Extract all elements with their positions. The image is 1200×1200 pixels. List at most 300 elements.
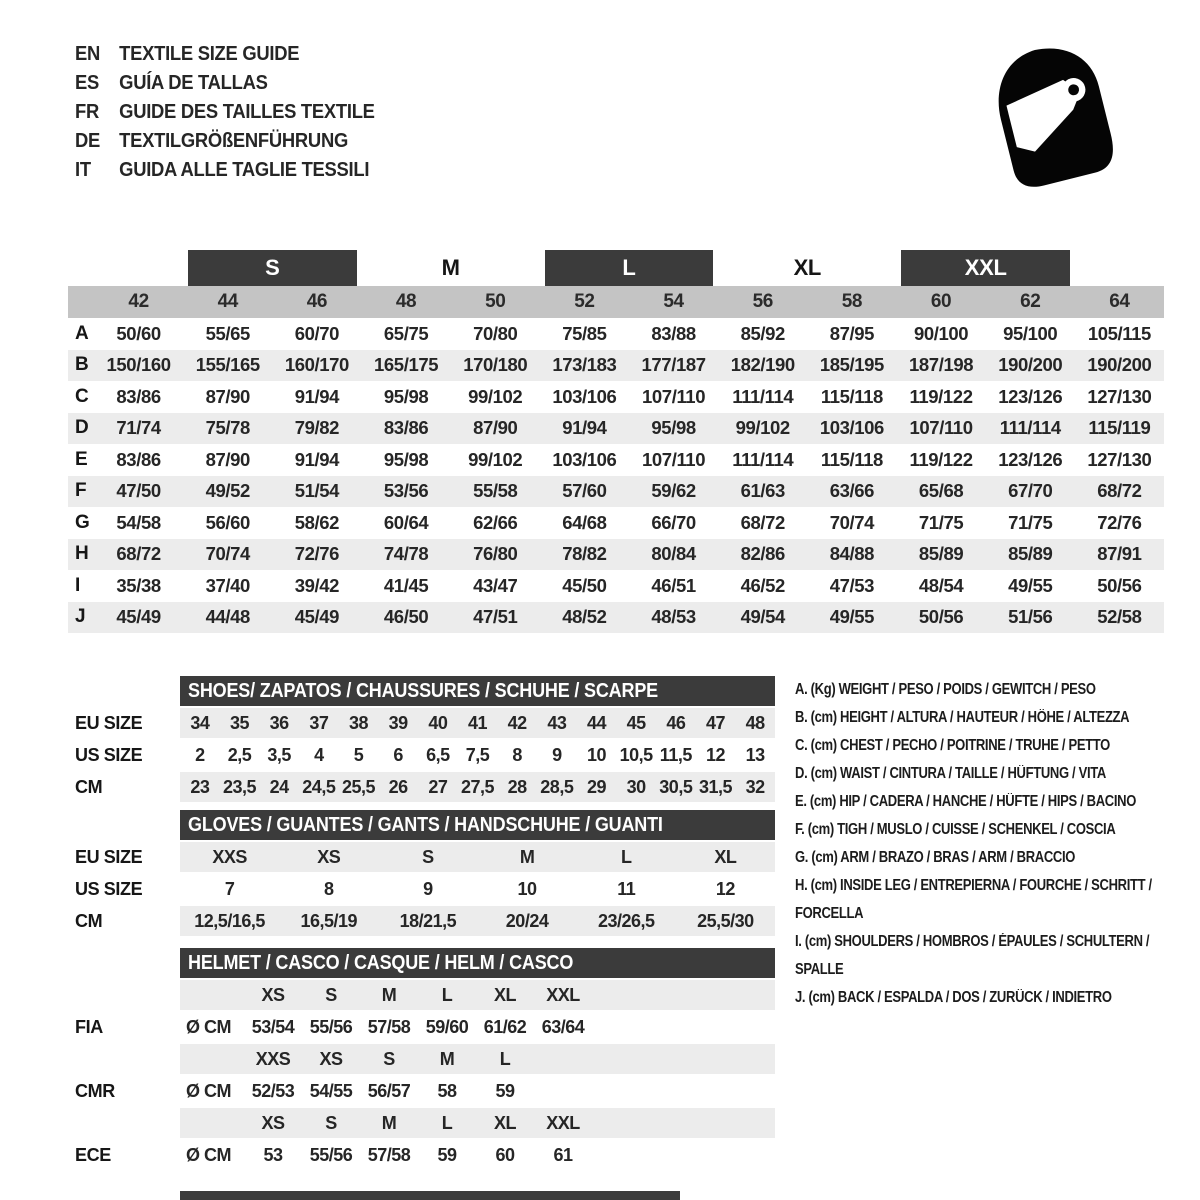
measurement-cell: 50/60 — [116, 322, 161, 344]
shoe-cm-value: 28 — [507, 776, 527, 797]
measurement-cell: 60/64 — [383, 511, 429, 533]
measurement-cell: 41/45 — [383, 574, 429, 596]
measurement-cell: 107/110 — [642, 385, 706, 407]
helmet-size: XS — [261, 984, 285, 1005]
measurement-cell: 91/94 — [294, 448, 340, 470]
shoe-eu-size: 47 — [705, 712, 725, 733]
measurement-cell: 99/102 — [468, 448, 523, 470]
shoes-cm-row — [68, 772, 775, 802]
glove-us-size: 10 — [517, 878, 537, 899]
helmet-size: XXL — [546, 1112, 580, 1133]
shoe-us-size: 8 — [512, 744, 522, 765]
measurement-cell: 123/126 — [998, 448, 1063, 470]
helmet-cm-value: 63/64 — [541, 1016, 585, 1037]
language-code: DE — [75, 130, 101, 152]
shoe-us-size: 5 — [353, 744, 364, 765]
measurement-cell: 115/118 — [820, 448, 883, 470]
shoe-us-size: 3,5 — [267, 744, 291, 765]
shoe-eu-size: 41 — [467, 712, 487, 733]
shoe-eu-size: 46 — [666, 712, 686, 733]
diameter-label: Ø CM — [186, 1080, 231, 1101]
legend-item: D. (cm) WAIST / CINTURA / TAILLE / HÜFTUNG / VITA — [795, 765, 1106, 782]
measurement-cell: 49/52 — [205, 480, 250, 502]
glove-us-size: 7 — [224, 878, 235, 899]
size-number: 52 — [574, 291, 595, 312]
size-number: 42 — [128, 291, 149, 312]
measurement-cell: 111/114 — [732, 448, 794, 470]
size-group-xl: XL — [793, 255, 822, 280]
measurement-cell: 64/68 — [562, 511, 607, 533]
helmet-size: XS — [319, 1048, 343, 1069]
measurement-cell: 160/170 — [284, 354, 349, 376]
measurement-cell: 150/160 — [106, 354, 171, 376]
measurement-cell: 115/119 — [1088, 417, 1151, 439]
helmet-cm-value: 57/58 — [367, 1016, 411, 1037]
shoe-cm-value: 31,5 — [698, 776, 733, 797]
diameter-label: Ø CM — [186, 1144, 231, 1165]
measurement-cell: 91/94 — [562, 417, 607, 439]
helmet-size: XL — [493, 984, 516, 1005]
size-group-s: S — [188, 250, 356, 286]
measurement-cell: 190/200 — [1087, 354, 1152, 376]
shoe-eu-size: 45 — [626, 712, 646, 733]
measurement-row — [68, 570, 1164, 602]
glove-us-size: 12 — [715, 878, 735, 899]
measurement-cell: 71/75 — [1008, 511, 1053, 533]
measurement-cell: 74/78 — [383, 543, 429, 565]
measurement-cell: 46/52 — [740, 574, 785, 596]
helmet-values-row — [68, 1012, 775, 1042]
helmet-cm-value: 55/56 — [309, 1144, 353, 1165]
language-code: ES — [75, 72, 100, 94]
row-letter: I — [75, 574, 81, 596]
shoe-eu-size: 37 — [309, 712, 329, 733]
measurement-cell: 68/72 — [1097, 480, 1142, 502]
gloves-cm-row — [68, 906, 775, 936]
measurement-cell: 68/72 — [740, 511, 785, 533]
measurement-cell: 35/38 — [116, 574, 161, 596]
measurement-cell: 62/66 — [473, 511, 518, 533]
shoe-us-size: 9 — [552, 744, 562, 765]
measurement-cell: 85/89 — [1008, 543, 1053, 565]
measurement-cell: 49/55 — [1008, 574, 1053, 596]
glove-cm-value: 23/26,5 — [597, 910, 655, 931]
shoe-us-size: 11,5 — [659, 744, 692, 765]
measurement-cell: 83/86 — [116, 385, 161, 407]
helmet-cm-value: 52/53 — [251, 1080, 295, 1101]
measurement-cell: 119/122 — [909, 448, 973, 470]
language-title: TEXTILGRÖßENFÜHRUNG — [119, 130, 348, 152]
glove-us-size: 9 — [423, 878, 433, 899]
helmet-size: L — [441, 1112, 453, 1133]
measurement-cell: 46/50 — [383, 606, 429, 628]
row-letter: H — [75, 543, 89, 565]
measurement-cell: 103/106 — [819, 417, 884, 439]
measurement-row — [68, 350, 1164, 382]
measurement-rows — [68, 318, 1164, 633]
measurement-cell: 53/56 — [383, 480, 429, 502]
helmet-size: XL — [493, 1112, 516, 1133]
helmet-section — [68, 1108, 775, 1170]
measurement-cell: 58/62 — [294, 511, 340, 533]
measurement-cell: 107/110 — [909, 417, 973, 439]
size-group-xxl: XXL — [901, 250, 1069, 286]
measurement-cell: 47/50 — [116, 480, 161, 502]
glove-us-size: 11 — [617, 878, 636, 899]
language-title: GUIDE DES TAILLES TEXTILE — [119, 101, 375, 123]
helmet-header-bar — [180, 948, 775, 978]
measurement-cell: 105/115 — [1087, 322, 1151, 344]
size-number: 54 — [663, 291, 684, 312]
measurement-cell: 84/88 — [829, 543, 875, 565]
glove-eu-size: M — [519, 846, 535, 867]
legend-item: C. (cm) CHEST / PECHO / POITRINE / TRUHE / PETTO — [795, 737, 1110, 754]
eu-size-label: EU SIZE — [75, 846, 143, 867]
measurement-cell: 190/200 — [998, 354, 1063, 376]
size-number: 64 — [1109, 291, 1130, 312]
language-title: TEXTILE SIZE GUIDE — [119, 43, 300, 65]
glove-eu-size: XXS — [212, 846, 247, 867]
measurement-row — [68, 413, 1164, 445]
helmet-cm-value: 58 — [437, 1080, 457, 1101]
shoe-cm-value: 27 — [428, 776, 448, 797]
standard-label: CMR — [75, 1080, 115, 1101]
shoe-eu-size: 35 — [229, 712, 249, 733]
cm-label: CM — [75, 910, 103, 931]
shoe-eu-size: 48 — [745, 712, 765, 733]
measurement-cell: 185/195 — [819, 354, 884, 376]
shoe-us-size: 13 — [745, 744, 765, 765]
measurement-cell: 51/56 — [1008, 606, 1053, 628]
helmet-cm-value: 59 — [437, 1144, 457, 1165]
helmet-cm-value: 59/60 — [425, 1016, 469, 1037]
measurement-cell: 87/91 — [1097, 543, 1142, 565]
size-number: 44 — [217, 291, 238, 312]
helmet-sizes-row — [68, 1044, 775, 1074]
measurement-cell: 45/49 — [294, 606, 340, 628]
measurement-cell: 87/90 — [205, 385, 250, 407]
shoe-us-size: 10 — [586, 744, 606, 765]
helmet-size: L — [499, 1048, 511, 1069]
shoe-eu-size: 43 — [547, 712, 567, 733]
measurement-cell: 61/63 — [740, 480, 785, 502]
size-number-row — [68, 286, 1164, 318]
legend-item: I. (cm) SHOULDERS / HOMBROS / ÉPAULES / SCHULTERN / SPALLE — [795, 933, 1150, 978]
measurement-cell: 50/56 — [918, 606, 964, 628]
helmet-size: L — [441, 984, 453, 1005]
row-letter: G — [75, 511, 90, 533]
shoes-us-row — [68, 740, 775, 770]
language-row — [75, 40, 375, 69]
helmet-icon — [983, 36, 1121, 199]
measurement-cell: 95/98 — [383, 385, 429, 407]
textile-size-table — [68, 250, 1164, 633]
shoe-cm-value: 26 — [388, 776, 408, 797]
measurement-cell: 48/53 — [651, 606, 696, 628]
measurement-cell: 52/58 — [1097, 606, 1142, 628]
size-number: 46 — [306, 291, 328, 312]
measurement-cell: 43/47 — [473, 574, 518, 596]
measurement-cell: 111/114 — [732, 385, 794, 407]
shoe-us-size: 4 — [314, 744, 324, 765]
measurement-cell: 55/58 — [473, 480, 518, 502]
glove-eu-size: L — [620, 846, 632, 867]
measurement-cell: 75/78 — [205, 417, 250, 439]
size-group-l: L — [545, 250, 713, 286]
measurement-cell: 60/70 — [294, 322, 340, 344]
gloves-header-bar — [180, 810, 775, 840]
measurement-cell: 95/98 — [383, 448, 429, 470]
helmet-title: HELMET / CASCO / CASQUE / HELM / CASCO — [188, 951, 574, 974]
helmet-cm-value: 53/54 — [251, 1016, 295, 1037]
legend-item: H. (cm) INSIDE LEG / ENTREPIERNA / FOURCHE / SCHRITT / FORCELLA — [795, 877, 1152, 922]
us-size-label: US SIZE — [75, 744, 143, 765]
shoe-eu-size: 36 — [269, 712, 289, 733]
measurement-cell: 47/51 — [473, 606, 518, 628]
shoe-cm-value: 32 — [745, 776, 765, 797]
language-code: EN — [75, 43, 101, 65]
helmet-size: XS — [261, 1112, 285, 1133]
measurement-cell: 82/86 — [740, 543, 785, 565]
helmet-cm-value: 57/58 — [367, 1144, 411, 1165]
measurement-row — [68, 476, 1164, 508]
measurement-cell: 51/54 — [294, 480, 340, 502]
legend-item: A. (Kg) WEIGHT / PESO / POIDS / GEWITCH / PESO — [795, 681, 1096, 698]
measurement-cell: 79/82 — [294, 417, 340, 439]
helmet-cm-value: 53 — [263, 1144, 283, 1165]
helmet-cm-value: 59 — [495, 1080, 515, 1101]
helmet-size: S — [383, 1048, 395, 1069]
language-row — [75, 69, 375, 98]
size-group-m: M — [441, 255, 460, 280]
measurement-cell: 68/72 — [116, 543, 161, 565]
language-title: GUIDA ALLE TAGLIE TESSILI — [119, 159, 370, 181]
measurement-cell: 65/75 — [383, 322, 429, 344]
gloves-eu-row — [68, 842, 775, 872]
glove-cm-value: 18/21,5 — [399, 910, 457, 931]
glove-us-size: 8 — [323, 878, 334, 899]
us-size-label: US SIZE — [75, 878, 143, 899]
measurement-cell: 63/66 — [829, 480, 875, 502]
helmet-cm-value: 61 — [553, 1144, 573, 1165]
measurement-cell: 80/84 — [651, 543, 696, 565]
standard-label: FIA — [75, 1016, 103, 1037]
shoe-eu-size: 39 — [388, 712, 408, 733]
measurement-cell: 45/50 — [562, 574, 607, 596]
measurement-cell: 99/102 — [468, 385, 523, 407]
measurement-cell: 127/130 — [1087, 385, 1152, 407]
measurement-cell: 165/175 — [374, 354, 439, 376]
language-list — [75, 40, 401, 185]
legend-item: J. (cm) BACK / ESPALDA / DOS / ZURÜCK / INDIETRO — [795, 989, 1112, 1006]
measurement-cell: 87/90 — [205, 448, 250, 470]
measurement-cell: 173/183 — [552, 354, 617, 376]
shoe-cm-value: 23,5 — [222, 776, 257, 797]
glove-eu-size: XS — [317, 846, 341, 867]
helmet-size: M — [381, 984, 397, 1005]
measurement-cell: 55/65 — [205, 322, 250, 344]
measurement-cell: 71/74 — [116, 417, 161, 439]
shoe-cm-value: 23 — [190, 776, 210, 797]
header-spacer — [94, 250, 183, 286]
language-row — [75, 156, 375, 185]
language-code: IT — [75, 159, 91, 181]
measurement-cell: 65/68 — [918, 480, 964, 502]
measurement-cell: 187/198 — [909, 354, 974, 376]
shoes-eu-row — [68, 708, 775, 738]
legend-item: E. (cm) HIP / CADERA / HANCHE / HÜFTE / HIPS / BACINO — [795, 793, 1137, 810]
measurement-cell: 46/51 — [651, 574, 696, 596]
shoe-us-size: 12 — [705, 744, 725, 765]
row-letter: D — [75, 417, 89, 439]
shoe-us-size: 2,5 — [227, 744, 252, 765]
measurement-cell: 44/48 — [205, 606, 250, 628]
measurement-cell: 72/76 — [1097, 511, 1142, 533]
measurement-cell: 67/70 — [1008, 480, 1053, 502]
measurement-cell: 48/54 — [918, 574, 964, 596]
helmet-values-row — [68, 1076, 775, 1106]
measurement-row — [68, 539, 1164, 571]
measurement-cell: 85/92 — [740, 322, 785, 344]
shoe-eu-size: 44 — [586, 712, 606, 733]
language-code: FR — [75, 101, 99, 123]
size-number: 48 — [395, 291, 417, 312]
measurement-cell: 56/60 — [205, 511, 250, 533]
helmet-size: S — [325, 984, 337, 1005]
eu-size-label: EU SIZE — [75, 712, 143, 733]
measurement-row — [68, 602, 1164, 634]
glove-cm-value: 25,5/30 — [697, 910, 754, 931]
shoe-cm-value: 25,5 — [341, 776, 376, 797]
helmet-sections — [68, 980, 775, 1170]
measurement-cell: 83/86 — [116, 448, 161, 470]
row-letter: F — [75, 480, 87, 502]
shoes-title: SHOES/ ZAPATOS / CHAUSSURES / SCHUHE / SCARPE — [188, 679, 658, 702]
measurement-cell: 76/80 — [473, 543, 518, 565]
measurement-cell: 54/58 — [116, 511, 161, 533]
measurement-cell: 70/74 — [829, 511, 875, 533]
measurement-legend — [795, 676, 1200, 1012]
measurement-cell: 103/106 — [552, 385, 617, 407]
shoe-cm-value: 24,5 — [302, 776, 336, 797]
measurement-cell: 70/80 — [473, 322, 518, 344]
measurement-cell: 66/70 — [651, 511, 696, 533]
shoe-us-size: 7,5 — [465, 744, 490, 765]
shoe-cm-value: 30,5 — [659, 776, 693, 797]
legend-item: B. (cm) HEIGHT / ALTURA / HAUTEUR / HÖHE / ALTEZZA — [795, 709, 1130, 726]
measurement-cell: 48/52 — [562, 606, 607, 628]
measurement-cell: 111/114 — [999, 417, 1061, 439]
language-title: GUÍA DE TALLAS — [119, 72, 268, 94]
shoe-us-size: 2 — [195, 744, 205, 765]
helmet-cm-value: 56/57 — [367, 1080, 411, 1101]
cm-label: CM — [75, 776, 103, 797]
helmet-section — [68, 1044, 775, 1106]
measurement-cell: 59/62 — [651, 480, 696, 502]
measurement-row — [68, 381, 1164, 413]
gloves-title: GLOVES / GUANTES / GANTS / HANDSCHUHE / GUANTI — [188, 813, 663, 836]
measurement-cell: 49/54 — [740, 606, 785, 628]
measurement-cell: 182/190 — [730, 354, 795, 376]
glove-cm-value: 20/24 — [505, 910, 549, 931]
shoe-eu-size: 40 — [428, 712, 448, 733]
legend-item: F. (cm) TIGH / MUSLO / CUISSE / SCHENKEL / COSCIA — [795, 821, 1116, 838]
shoe-cm-value: 30 — [626, 776, 646, 797]
language-row — [75, 98, 375, 127]
row-letter: E — [75, 448, 88, 470]
measurement-cell: 170/180 — [463, 354, 528, 376]
measurement-cell: 37/40 — [205, 574, 250, 596]
shoe-cm-value: 28,5 — [540, 776, 574, 797]
helmet-section — [68, 980, 775, 1042]
measurement-cell: 123/126 — [998, 385, 1063, 407]
measurement-cell: 70/74 — [205, 543, 250, 565]
measurement-cell: 50/56 — [1097, 574, 1142, 596]
measurement-cell: 39/42 — [294, 574, 340, 596]
measurement-row — [68, 318, 1164, 350]
measurement-cell: 95/100 — [1003, 322, 1058, 344]
size-number: 50 — [485, 291, 506, 312]
size-number: 62 — [1020, 291, 1041, 312]
helmet-size: S — [325, 1112, 337, 1133]
measurement-cell: 107/110 — [642, 448, 706, 470]
shoe-eu-size: 42 — [507, 712, 527, 733]
shoes-header-bar — [180, 676, 775, 706]
size-number: 60 — [930, 291, 952, 312]
diameter-label: Ø CM — [186, 1016, 231, 1037]
shoe-cm-value: 27,5 — [460, 776, 495, 797]
helmet-size: M — [439, 1048, 455, 1069]
measurement-cell: 85/89 — [918, 543, 964, 565]
measurement-cell: 91/94 — [294, 385, 340, 407]
measurement-cell: 87/90 — [473, 417, 518, 439]
helmet-cm-value: 54/55 — [309, 1080, 353, 1101]
measurement-cell: 83/86 — [383, 417, 429, 439]
measurement-cell: 87/95 — [829, 322, 875, 344]
glove-cm-value: 16,5/19 — [300, 910, 358, 931]
measurement-cell: 103/106 — [552, 448, 617, 470]
shoe-us-size: 6 — [393, 744, 403, 765]
language-row — [75, 127, 375, 156]
measurement-cell: 155/165 — [195, 354, 260, 376]
measurement-cell: 177/187 — [641, 354, 706, 376]
header-spacer — [68, 250, 94, 286]
shoe-us-size: 10,5 — [619, 744, 653, 765]
size-group-header-row — [68, 250, 1164, 286]
shoes-table — [68, 676, 775, 804]
glove-cm-value: 12,5/16,5 — [194, 910, 265, 931]
row-letter: J — [75, 606, 86, 628]
bottom-partial-bar — [180, 1191, 680, 1200]
helmet-values-row — [68, 1140, 775, 1170]
glove-eu-size: S — [422, 846, 434, 867]
measurement-cell: 115/118 — [820, 385, 883, 407]
measurement-cell: 75/85 — [562, 322, 607, 344]
helmet-table — [68, 948, 775, 1172]
row-letter: B — [75, 354, 89, 376]
measurement-cell: 90/100 — [913, 322, 969, 344]
measurement-cell: 47/53 — [829, 574, 875, 596]
shoe-eu-size: 34 — [190, 712, 210, 733]
helmet-sizes-row — [68, 980, 775, 1010]
measurement-cell: 72/76 — [294, 543, 340, 565]
gloves-table — [68, 810, 775, 938]
standard-label: ECE — [75, 1144, 111, 1165]
measurement-cell: 45/49 — [116, 606, 161, 628]
size-number: 56 — [752, 291, 773, 312]
legend-item: G. (cm) ARM / BRAZO / BRAS / ARM / BRACCIO — [795, 849, 1076, 866]
measurement-cell: 95/98 — [651, 417, 696, 439]
